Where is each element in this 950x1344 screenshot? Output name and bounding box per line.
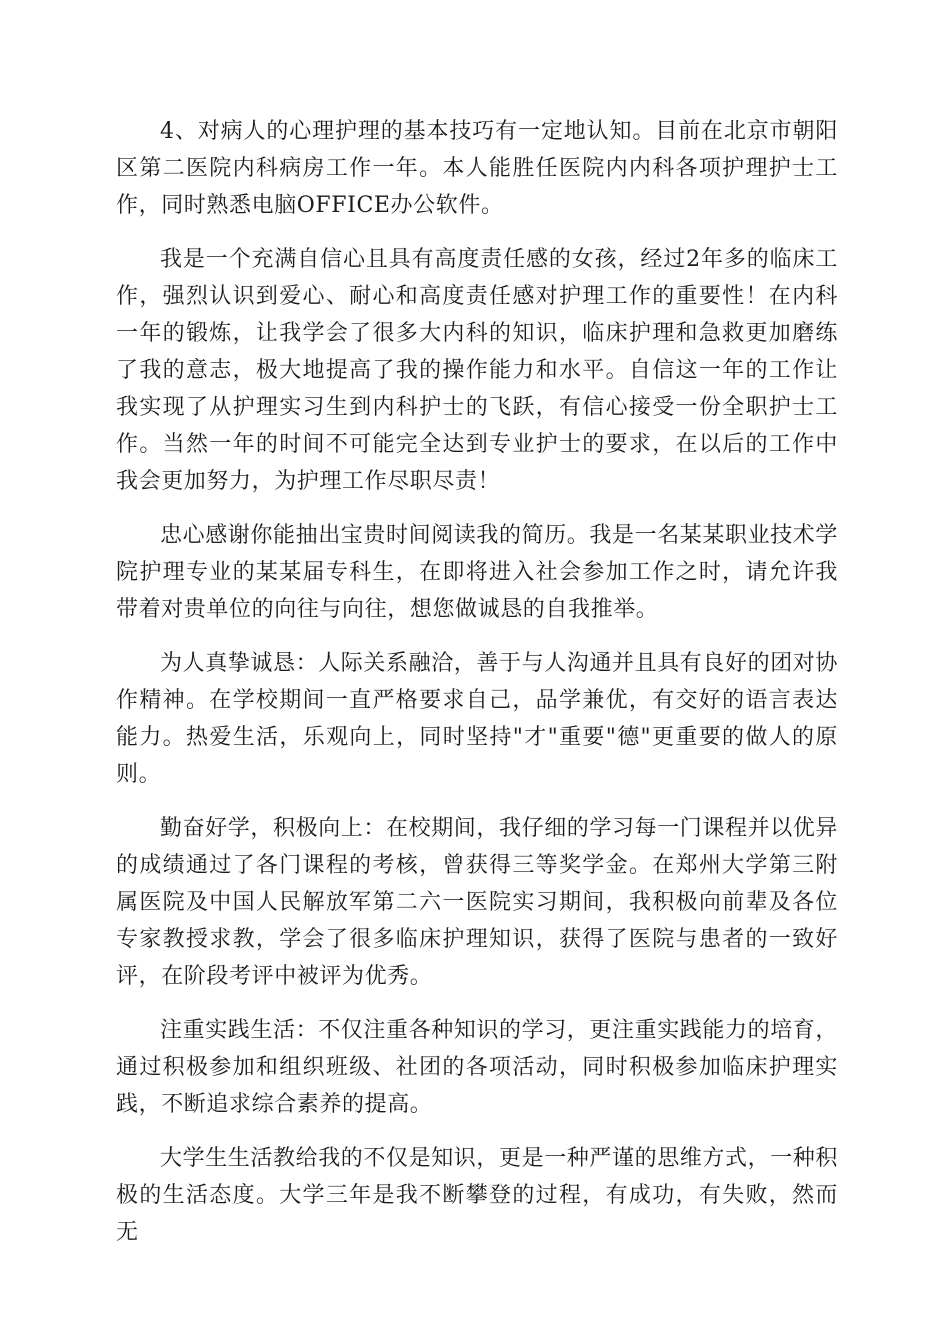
paragraph-diligent-study: 勤奋好学，积极向上：在校期间，我仔细的学习每一门课程并以优异的成绩通过了各门课程的考核，曾获得三等奖学金。在郑州大学第三附属医院及中国人民解放军第二六一医院实习期间，我积极向前辈及各位专家教授求教，学会了很多临床护理知识，获得了医院与患者的一致好评，在阶段考评中被评为优秀。 [116,816,839,989]
document-body [116,113,838,1268]
paragraph-sincere-character: 为人真挚诚恳：人际关系融洽，善于与人沟通并且具有良好的团对协作精神。在学校期间一直严格要求自己，品学兼优，有交好的语言表达能力。热爱生活，乐观向上，同时坚持"才"重要"德"更重要的做人的原则。 [116,651,839,787]
paragraph-college-life: 大学生生活教给我的不仅是知识，更是一种严谨的思维方式，一种积极的生活态度。大学三年是我不断攀登的过程，有成功，有失败，然而无 [116,1146,839,1245]
paragraph-psych-care-skills: 4、对病人的心理护理的基本技巧有一定地认知。目前在北京市朝阳区第二医院内科病房工作一年。本人能胜任医院内内科各项护理护士工作，同时熟悉电脑OFFICE办公软件。 [116,119,838,218]
paragraph-thanks-intro: 忠心感谢你能抽出宝贵时间阅读我的简历。我是一名某某职业技术学院护理专业的某某届专科生，在即将进入社会参加工作之时，请允许我带着对贵单位的向往与向往，想您做诚恳的自我推举。 [116,523,839,622]
paragraph-practice: 注重实践生活：不仅注重各种知识的学习，更注重实践能力的培育，通过积极参加和组织班级、社团的各项活动，同时积极参加临床护理实践，不断追求综合素养的提高。 [116,1018,839,1117]
paragraph-self-confidence: 我是一个充满自信心且具有高度责任感的女孩，经过2年多的临床工作，强烈认识到爱心、耐心和高度责任感对护理工作的重要性！在内科一年的锻炼，让我学会了很多大内科的知识，临床护理和急救更加磨练了我的意志，极大地提高了我的操作能力和水平。自信这一年的工作让我实现了从护理实习生到内科护士的飞跃，有信心接受一份全职护士工作。当然一年的时间不可能完全达到专业护士的要求，在以后的工作中我会更加努力，为护理工作尽职尽责！ [116,247,838,494]
